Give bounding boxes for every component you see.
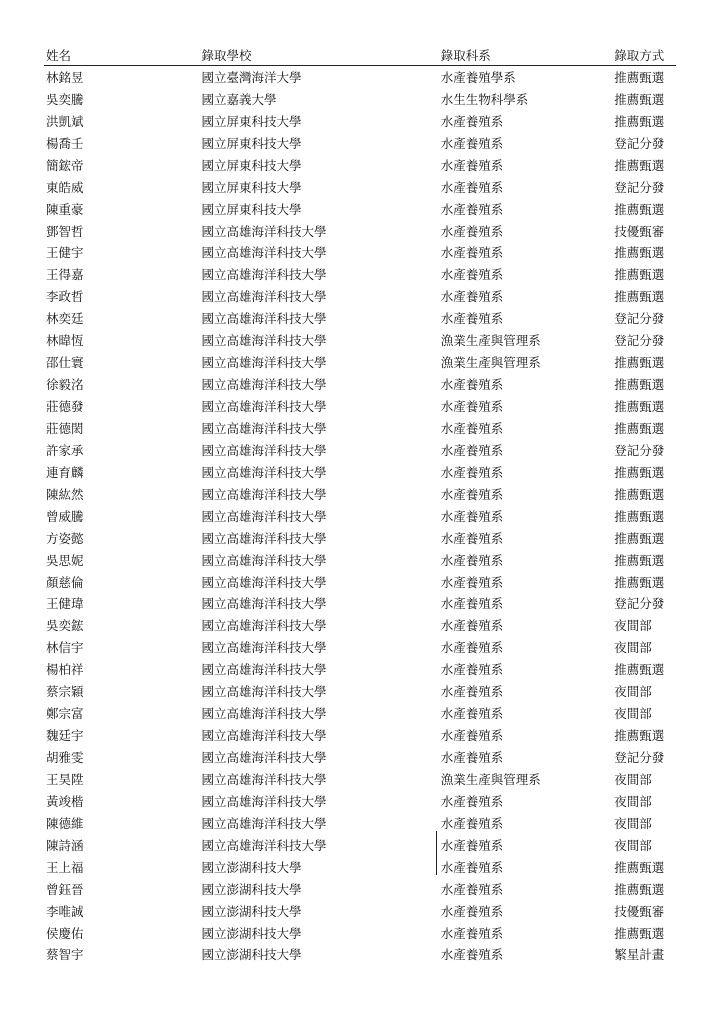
cell-name: 簡鋐帝 — [46, 157, 84, 173]
cell-department: 水產養殖系 — [440, 903, 504, 919]
cell-method: 推薦甄選 — [614, 399, 665, 415]
header-method: 錄取方式 — [614, 47, 665, 63]
table-row — [44, 746, 676, 768]
cell-method: 夜間部 — [614, 793, 652, 809]
cell-department: 水產養殖系 — [440, 596, 504, 612]
cell-name: 陳紘然 — [46, 486, 84, 502]
cell-method: 推薦甄選 — [614, 925, 665, 941]
table-row — [44, 527, 676, 549]
cell-school: 國立高雄海洋科技大學 — [201, 574, 327, 590]
cell-name: 吳奕騰 — [46, 91, 84, 107]
cell-school: 國立澎湖科技大學 — [201, 925, 302, 941]
cell-method: 推薦甄選 — [614, 267, 665, 283]
cell-school: 國立高雄海洋科技大學 — [201, 508, 327, 524]
cell-school: 國立高雄海洋科技大學 — [201, 793, 327, 809]
table-row — [44, 88, 676, 110]
cell-name: 李唯誠 — [46, 903, 84, 919]
cell-name: 林奕廷 — [46, 311, 84, 327]
cell-school: 國立高雄海洋科技大學 — [201, 311, 327, 327]
table-row — [44, 878, 676, 900]
cell-school: 國立高雄海洋科技大學 — [201, 728, 327, 744]
table-row — [44, 790, 676, 812]
table-row — [44, 439, 676, 461]
cell-method: 夜間部 — [614, 684, 652, 700]
cell-method: 登記分發 — [614, 442, 665, 458]
table-row — [44, 395, 676, 417]
cell-method: 繁星計畫 — [614, 947, 665, 963]
cell-school: 國立高雄海洋科技大學 — [201, 464, 327, 480]
cell-department: 水產養殖系 — [440, 267, 504, 283]
cell-name: 許家承 — [46, 442, 84, 458]
cell-school: 國立屏東科技大學 — [201, 179, 302, 195]
cell-school: 國立高雄海洋科技大學 — [201, 245, 327, 261]
cell-name: 東皓威 — [46, 179, 84, 195]
cell-school: 國立高雄海洋科技大學 — [201, 596, 327, 612]
table-row — [44, 66, 676, 88]
table-row — [44, 571, 676, 593]
cell-method: 技優甄審 — [614, 903, 665, 919]
cell-school: 國立屏東科技大學 — [201, 157, 302, 173]
table-row — [44, 636, 676, 658]
cell-method: 推薦甄選 — [614, 859, 665, 875]
cell-name: 陳重豪 — [46, 201, 84, 217]
table-header-row — [44, 44, 676, 66]
cell-department: 水產養殖系 — [440, 728, 504, 744]
table-row — [44, 768, 676, 790]
cell-method: 登記分發 — [614, 311, 665, 327]
cell-name: 連育麟 — [46, 464, 84, 480]
cell-department: 水產養殖系 — [440, 793, 504, 809]
cell-department: 水產養殖系 — [440, 223, 504, 239]
cell-department: 水產養殖系 — [440, 508, 504, 524]
cell-school: 國立澎湖科技大學 — [201, 881, 302, 897]
cell-method: 推薦甄選 — [614, 662, 665, 678]
cell-department: 水產養殖系 — [440, 377, 504, 393]
cell-school: 國立澎湖科技大學 — [201, 859, 302, 875]
cell-department: 水產養殖系 — [440, 179, 504, 195]
cell-method: 推薦甄選 — [614, 289, 665, 305]
cell-department: 水產養殖系 — [440, 881, 504, 897]
cell-method: 登記分發 — [614, 596, 665, 612]
cell-department: 水產養殖系 — [440, 486, 504, 502]
cell-name: 王上福 — [46, 859, 84, 875]
cell-method: 推薦甄選 — [614, 530, 665, 546]
table-row — [44, 812, 676, 834]
cell-school: 國立高雄海洋科技大學 — [201, 552, 327, 568]
cell-school: 國立高雄海洋科技大學 — [201, 750, 327, 766]
cell-method: 推薦甄選 — [614, 508, 665, 524]
table-row — [44, 373, 676, 395]
cell-name: 方姿懿 — [46, 530, 84, 546]
cell-school: 國立高雄海洋科技大學 — [201, 377, 327, 393]
cell-method: 推薦甄選 — [614, 420, 665, 436]
cell-name: 洪凱斌 — [46, 113, 84, 129]
table-row — [44, 834, 676, 856]
table-row — [44, 614, 676, 636]
cell-department: 水產養殖系 — [440, 684, 504, 700]
table-row — [44, 658, 676, 680]
cell-school: 國立高雄海洋科技大學 — [201, 618, 327, 634]
cell-school: 國立高雄海洋科技大學 — [201, 223, 327, 239]
cell-name: 林暐恆 — [46, 333, 84, 349]
cell-department: 水產養殖系 — [440, 157, 504, 173]
cell-method: 技優甄審 — [614, 223, 665, 239]
cell-department: 水產養殖系 — [440, 113, 504, 129]
cell-method: 夜間部 — [614, 618, 652, 634]
cell-method: 推薦甄選 — [614, 552, 665, 568]
cell-name: 蔡智宇 — [46, 947, 84, 963]
table-row — [44, 922, 676, 944]
table-row — [44, 702, 676, 724]
cell-department: 水產養殖系 — [440, 618, 504, 634]
table-row — [44, 154, 676, 176]
cell-department: 水產養殖系 — [440, 201, 504, 217]
cell-name: 顏慈倫 — [46, 574, 84, 590]
cell-department: 水產養殖系 — [440, 135, 504, 151]
cell-school: 國立高雄海洋科技大學 — [201, 267, 327, 283]
table-row — [44, 285, 676, 307]
cell-department: 水產養殖系 — [440, 464, 504, 480]
cell-department: 水產養殖系 — [440, 837, 504, 853]
cell-school: 國立屏東科技大學 — [201, 201, 302, 217]
cell-department: 漁業生產與管理系 — [440, 355, 541, 371]
cell-school: 國立高雄海洋科技大學 — [201, 333, 327, 349]
cell-method: 推薦甄選 — [614, 881, 665, 897]
cell-method: 登記分發 — [614, 750, 665, 766]
cell-school: 國立屏東科技大學 — [201, 135, 302, 151]
cell-name: 楊柏祥 — [46, 662, 84, 678]
table-row — [44, 417, 676, 439]
cell-name: 侯慶佑 — [46, 925, 84, 941]
cell-school: 國立高雄海洋科技大學 — [201, 486, 327, 502]
table-body — [44, 66, 676, 965]
cell-method: 登記分發 — [614, 135, 665, 151]
header-name: 姓名 — [46, 47, 72, 63]
cell-method: 推薦甄選 — [614, 728, 665, 744]
cell-school: 國立澎湖科技大學 — [201, 903, 302, 919]
cell-school: 國立高雄海洋科技大學 — [201, 442, 327, 458]
cell-department: 水產養殖學系 — [440, 69, 516, 85]
cell-school: 國立高雄海洋科技大學 — [201, 530, 327, 546]
cell-method: 推薦甄選 — [614, 377, 665, 393]
cell-school: 國立高雄海洋科技大學 — [201, 771, 327, 787]
cell-name: 王昊陞 — [46, 771, 84, 787]
table-row — [44, 242, 676, 264]
cell-name: 曾威騰 — [46, 508, 84, 524]
cell-name: 蔡宗穎 — [46, 684, 84, 700]
cell-name: 鄧智哲 — [46, 223, 84, 239]
cell-department: 水產養殖系 — [440, 947, 504, 963]
table-row — [44, 593, 676, 615]
column-divider-line — [436, 831, 437, 875]
cell-method: 推薦甄選 — [614, 201, 665, 217]
cell-name: 吳思妮 — [46, 552, 84, 568]
admission-table — [44, 44, 676, 965]
table-row — [44, 176, 676, 198]
cell-school: 國立高雄海洋科技大學 — [201, 815, 327, 831]
cell-name: 吳奕鋐 — [46, 618, 84, 634]
table-row — [44, 483, 676, 505]
cell-name: 胡雅雯 — [46, 750, 84, 766]
table-row — [44, 132, 676, 154]
cell-name: 楊喬壬 — [46, 135, 84, 151]
cell-department: 水產養殖系 — [440, 245, 504, 261]
cell-department: 水產養殖系 — [440, 399, 504, 415]
cell-department: 水產養殖系 — [440, 662, 504, 678]
cell-method: 推薦甄選 — [614, 574, 665, 590]
table-row — [44, 307, 676, 329]
cell-department: 漁業生產與管理系 — [440, 771, 541, 787]
cell-name: 李政哲 — [46, 289, 84, 305]
cell-name: 莊德閎 — [46, 420, 84, 436]
cell-name: 陳德維 — [46, 815, 84, 831]
cell-school: 國立高雄海洋科技大學 — [201, 662, 327, 678]
cell-method: 夜間部 — [614, 815, 652, 831]
cell-method: 推薦甄選 — [614, 464, 665, 480]
cell-school: 國立高雄海洋科技大學 — [201, 640, 327, 656]
cell-department: 水產養殖系 — [440, 420, 504, 436]
cell-method: 登記分發 — [614, 179, 665, 195]
table-row — [44, 680, 676, 702]
cell-name: 王健瑋 — [46, 596, 84, 612]
table-row — [44, 724, 676, 746]
cell-department: 水產養殖系 — [440, 552, 504, 568]
cell-method: 推薦甄選 — [614, 91, 665, 107]
cell-school: 國立屏東科技大學 — [201, 113, 302, 129]
cell-department: 水產養殖系 — [440, 640, 504, 656]
cell-department: 水產養殖系 — [440, 530, 504, 546]
cell-name: 鄭宗富 — [46, 706, 84, 722]
cell-method: 推薦甄選 — [614, 355, 665, 371]
cell-method: 推薦甄選 — [614, 113, 665, 129]
cell-school: 國立高雄海洋科技大學 — [201, 706, 327, 722]
cell-name: 魏廷宇 — [46, 728, 84, 744]
cell-method: 夜間部 — [614, 640, 652, 656]
cell-department: 水生生物科學系 — [440, 91, 529, 107]
cell-school: 國立高雄海洋科技大學 — [201, 399, 327, 415]
header-department: 錄取科系 — [440, 47, 491, 63]
table-row — [44, 549, 676, 571]
cell-department: 水產養殖系 — [440, 442, 504, 458]
cell-department: 水產養殖系 — [440, 925, 504, 941]
table-row — [44, 263, 676, 285]
cell-school: 國立嘉義大學 — [201, 91, 277, 107]
table-row — [44, 856, 676, 878]
table-row — [44, 329, 676, 351]
cell-school: 國立高雄海洋科技大學 — [201, 837, 327, 853]
cell-school: 國立高雄海洋科技大學 — [201, 355, 327, 371]
cell-school: 國立高雄海洋科技大學 — [201, 289, 327, 305]
cell-name: 徐毅洺 — [46, 377, 84, 393]
cell-department: 水產養殖系 — [440, 859, 504, 875]
cell-method: 夜間部 — [614, 771, 652, 787]
cell-method: 推薦甄選 — [614, 69, 665, 85]
cell-name: 黃竣楷 — [46, 793, 84, 809]
table-row — [44, 461, 676, 483]
cell-department: 水產養殖系 — [440, 706, 504, 722]
cell-name: 林信宇 — [46, 640, 84, 656]
cell-method: 推薦甄選 — [614, 157, 665, 173]
cell-school: 國立臺灣海洋大學 — [201, 69, 302, 85]
cell-name: 王健宇 — [46, 245, 84, 261]
cell-name: 陳詩涵 — [46, 837, 84, 853]
header-school: 錄取學校 — [201, 47, 252, 63]
cell-name: 王得嘉 — [46, 267, 84, 283]
table-row — [44, 220, 676, 242]
table-row — [44, 198, 676, 220]
cell-method: 推薦甄選 — [614, 245, 665, 261]
cell-name: 莊德發 — [46, 399, 84, 415]
cell-school: 國立高雄海洋科技大學 — [201, 684, 327, 700]
cell-department: 水產養殖系 — [440, 289, 504, 305]
cell-department: 漁業生產與管理系 — [440, 333, 541, 349]
cell-department: 水產養殖系 — [440, 815, 504, 831]
cell-name: 曾鈺晉 — [46, 881, 84, 897]
table-row — [44, 110, 676, 132]
cell-school: 國立高雄海洋科技大學 — [201, 420, 327, 436]
table-row — [44, 900, 676, 922]
cell-department: 水產養殖系 — [440, 311, 504, 327]
cell-name: 林銘昱 — [46, 69, 84, 85]
cell-department: 水產養殖系 — [440, 750, 504, 766]
table-row — [44, 351, 676, 373]
table-row — [44, 505, 676, 527]
cell-method: 夜間部 — [614, 706, 652, 722]
cell-department: 水產養殖系 — [440, 574, 504, 590]
cell-school: 國立澎湖科技大學 — [201, 947, 302, 963]
table-row — [44, 944, 676, 966]
cell-method: 推薦甄選 — [614, 486, 665, 502]
cell-method: 登記分發 — [614, 333, 665, 349]
cell-name: 邵仕寰 — [46, 355, 84, 371]
cell-method: 夜間部 — [614, 837, 652, 853]
